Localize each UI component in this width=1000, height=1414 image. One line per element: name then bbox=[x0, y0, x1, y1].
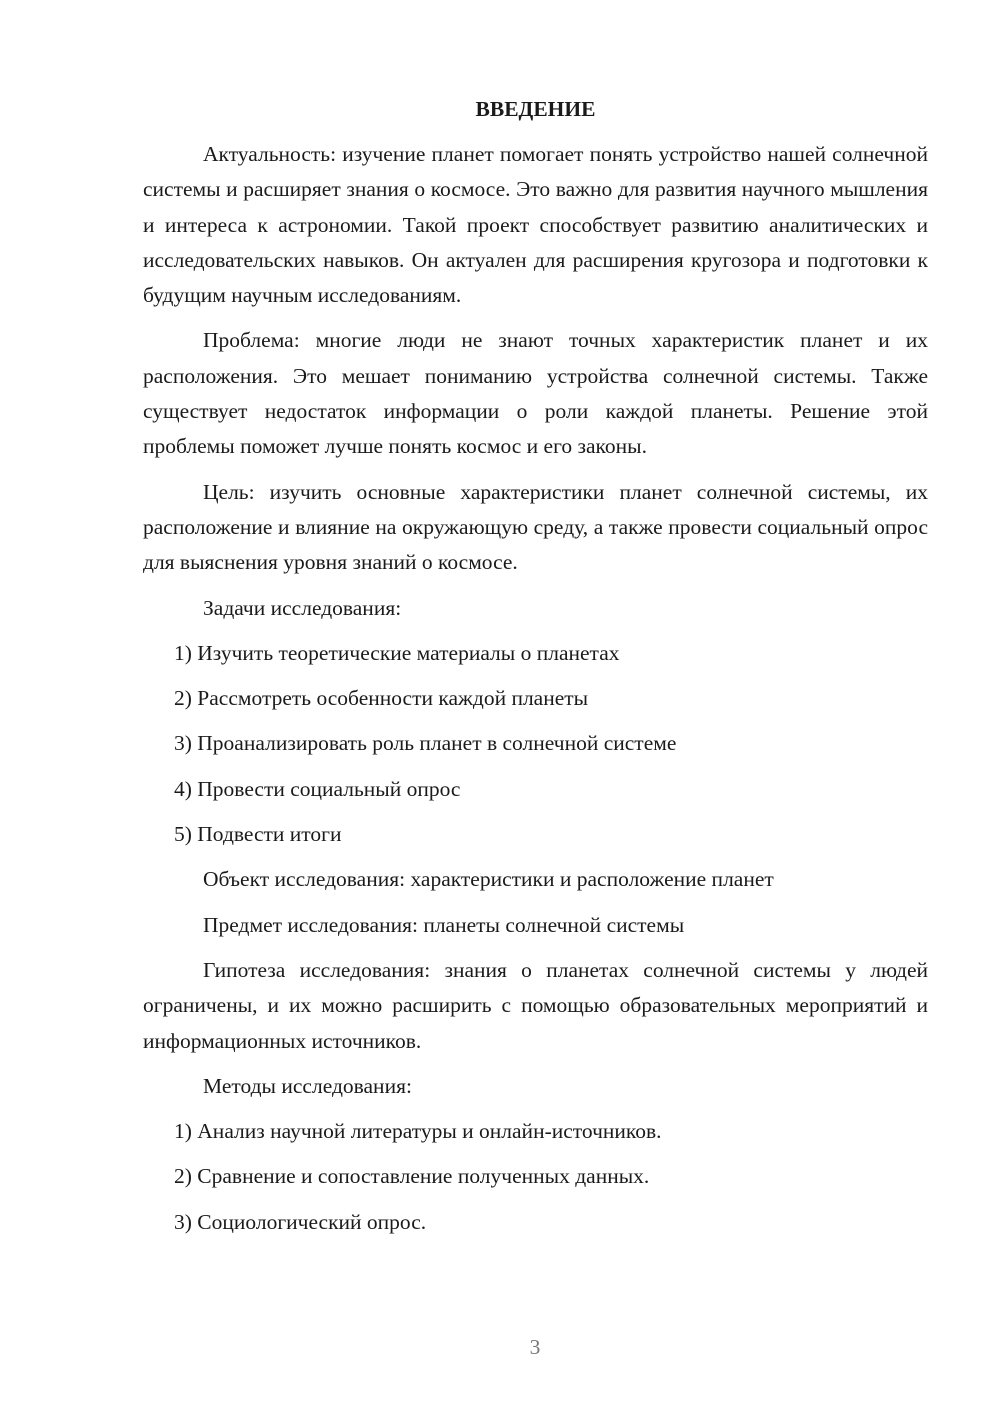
relevance-paragraph: Актуальность: изучение планет помогает понять устройство нашей солнечной системы и расширяет знания о космосе. Это важно для развития научного мышления и интереса к астрономии. Такой проект способствует развитию аналитических и исследовательских навыков. Он актуален для расширения кругозора и подготовки к будущим научным исследованиям. bbox=[143, 142, 928, 308]
task-item: 4) Провести социальный опрос bbox=[174, 776, 461, 801]
tasks-heading: Задачи исследования: bbox=[203, 595, 402, 620]
task-item: 1) Изучить теоретические материалы о планетах bbox=[174, 640, 620, 665]
section-title: ВВЕДЕНИЕ bbox=[475, 97, 596, 121]
document-page bbox=[143, 92, 928, 1250]
hypothesis-paragraph: Гипотеза исследования: знания о планетах солнечной системы у людей ограничены, и их можно расширить с помощью образовательных мероприятий и информационных источников. bbox=[143, 957, 928, 1053]
object-line: Объект исследования: характеристики и расположение планет bbox=[203, 867, 774, 892]
page-number: 3 bbox=[529, 1335, 541, 1359]
method-item: 3) Социологический опрос. bbox=[174, 1209, 427, 1234]
task-item: 3) Проанализировать роль планет в солнечной системе bbox=[174, 731, 677, 756]
method-item: 2) Сравнение и сопоставление полученных данных. bbox=[174, 1164, 650, 1189]
task-item: 2) Рассмотреть особенности каждой планеты bbox=[174, 686, 589, 711]
method-item: 1) Анализ научной литературы и онлайн-источников. bbox=[174, 1119, 662, 1144]
methods-heading: Методы исследования: bbox=[203, 1073, 412, 1098]
goal-paragraph: Цель: изучить основные характеристики планет солнечной системы, их расположение и влияние на окружающую среду, а также провести социальный опрос для выяснения уровня знаний о космосе. bbox=[143, 479, 928, 575]
task-item: 5) Подвести итоги bbox=[174, 822, 342, 847]
problem-paragraph: Проблема: многие люди не знают точных характеристик планет и их расположения. Это мешает пониманию устройства солнечной системы. Также существует недостаток информации о роли каждой планеты. Решение этой проблемы поможет лучше понять космос и его законы. bbox=[143, 328, 928, 459]
subject-line: Предмет исследования: планеты солнечной системы bbox=[203, 912, 685, 937]
tasks-list bbox=[143, 636, 928, 852]
methods-list bbox=[143, 1114, 928, 1240]
